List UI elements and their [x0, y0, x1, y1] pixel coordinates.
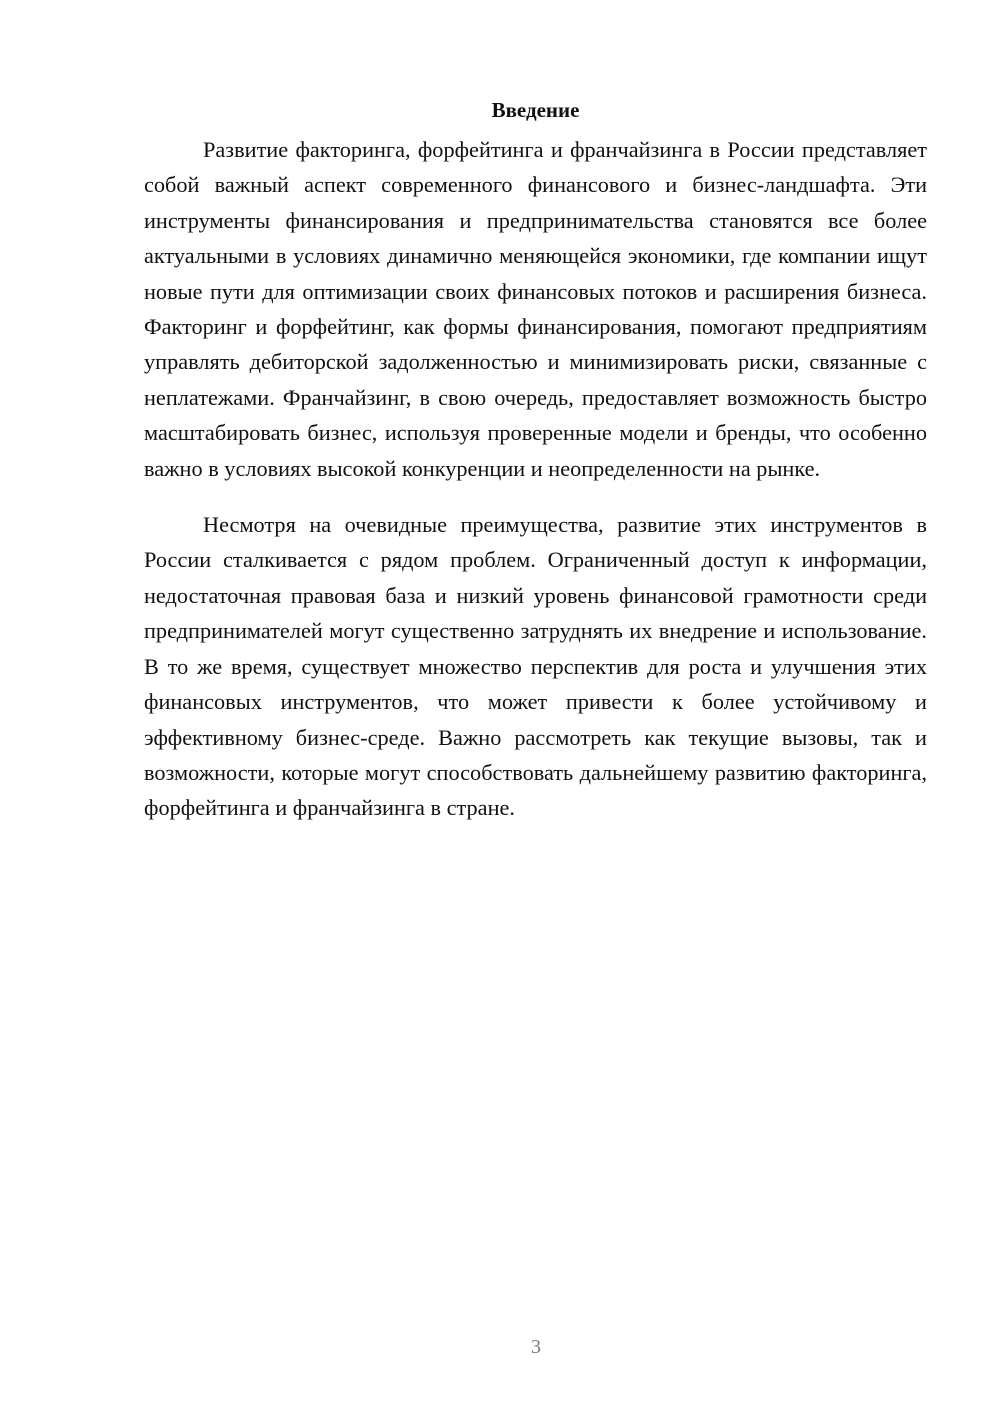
section-heading: Введение — [491, 98, 580, 122]
paragraph-problems: Несмотря на очевидные преимущества, развитие этих инструментов в России сталкивается с рядом проблем. Ограниченный доступ к информации, недостаточная правовая база и низкий уровень финансовой грамотности среди предпринимателей могут существенно затруднять их внедрение и использование. В то же время, существует множество перспектив для роста и улучшения этих финансовых инструментов, что может привести к более устойчивому и эффективному бизнес-среде. Важно рассмотреть как текущие вызовы, так и возможности, которые могут способствовать дальнейшему развитию факторинга, форфейтинга и франчайзинга в стране. — [144, 512, 927, 821]
paragraph-intro: Развитие факторинга, форфейтинга и франчайзинга в России представляет собой важный аспект современного финансового и бизнес-ландшафта. Эти инструменты финансирования и предпринимательства становятся все более актуальными в условиях динамично меняющейся экономики, где компании ищут новые пути для оптимизации своих финансовых потоков и расширения бизнеса. Факторинг и форфейтинг, как формы финансирования, помогают предприятиям управлять дебиторской задолженностью и минимизировать риски, связанные с неплатежами. Франчайзинг, в свою очередь, предоставляет возможность быстро масштабировать бизнес, используя проверенные модели и бренды, что особенно важно в условиях высокой конкуренции и неопределенности на рынке. — [144, 137, 927, 481]
page-content — [144, 92, 927, 826]
page-number: 3 — [531, 1336, 541, 1358]
